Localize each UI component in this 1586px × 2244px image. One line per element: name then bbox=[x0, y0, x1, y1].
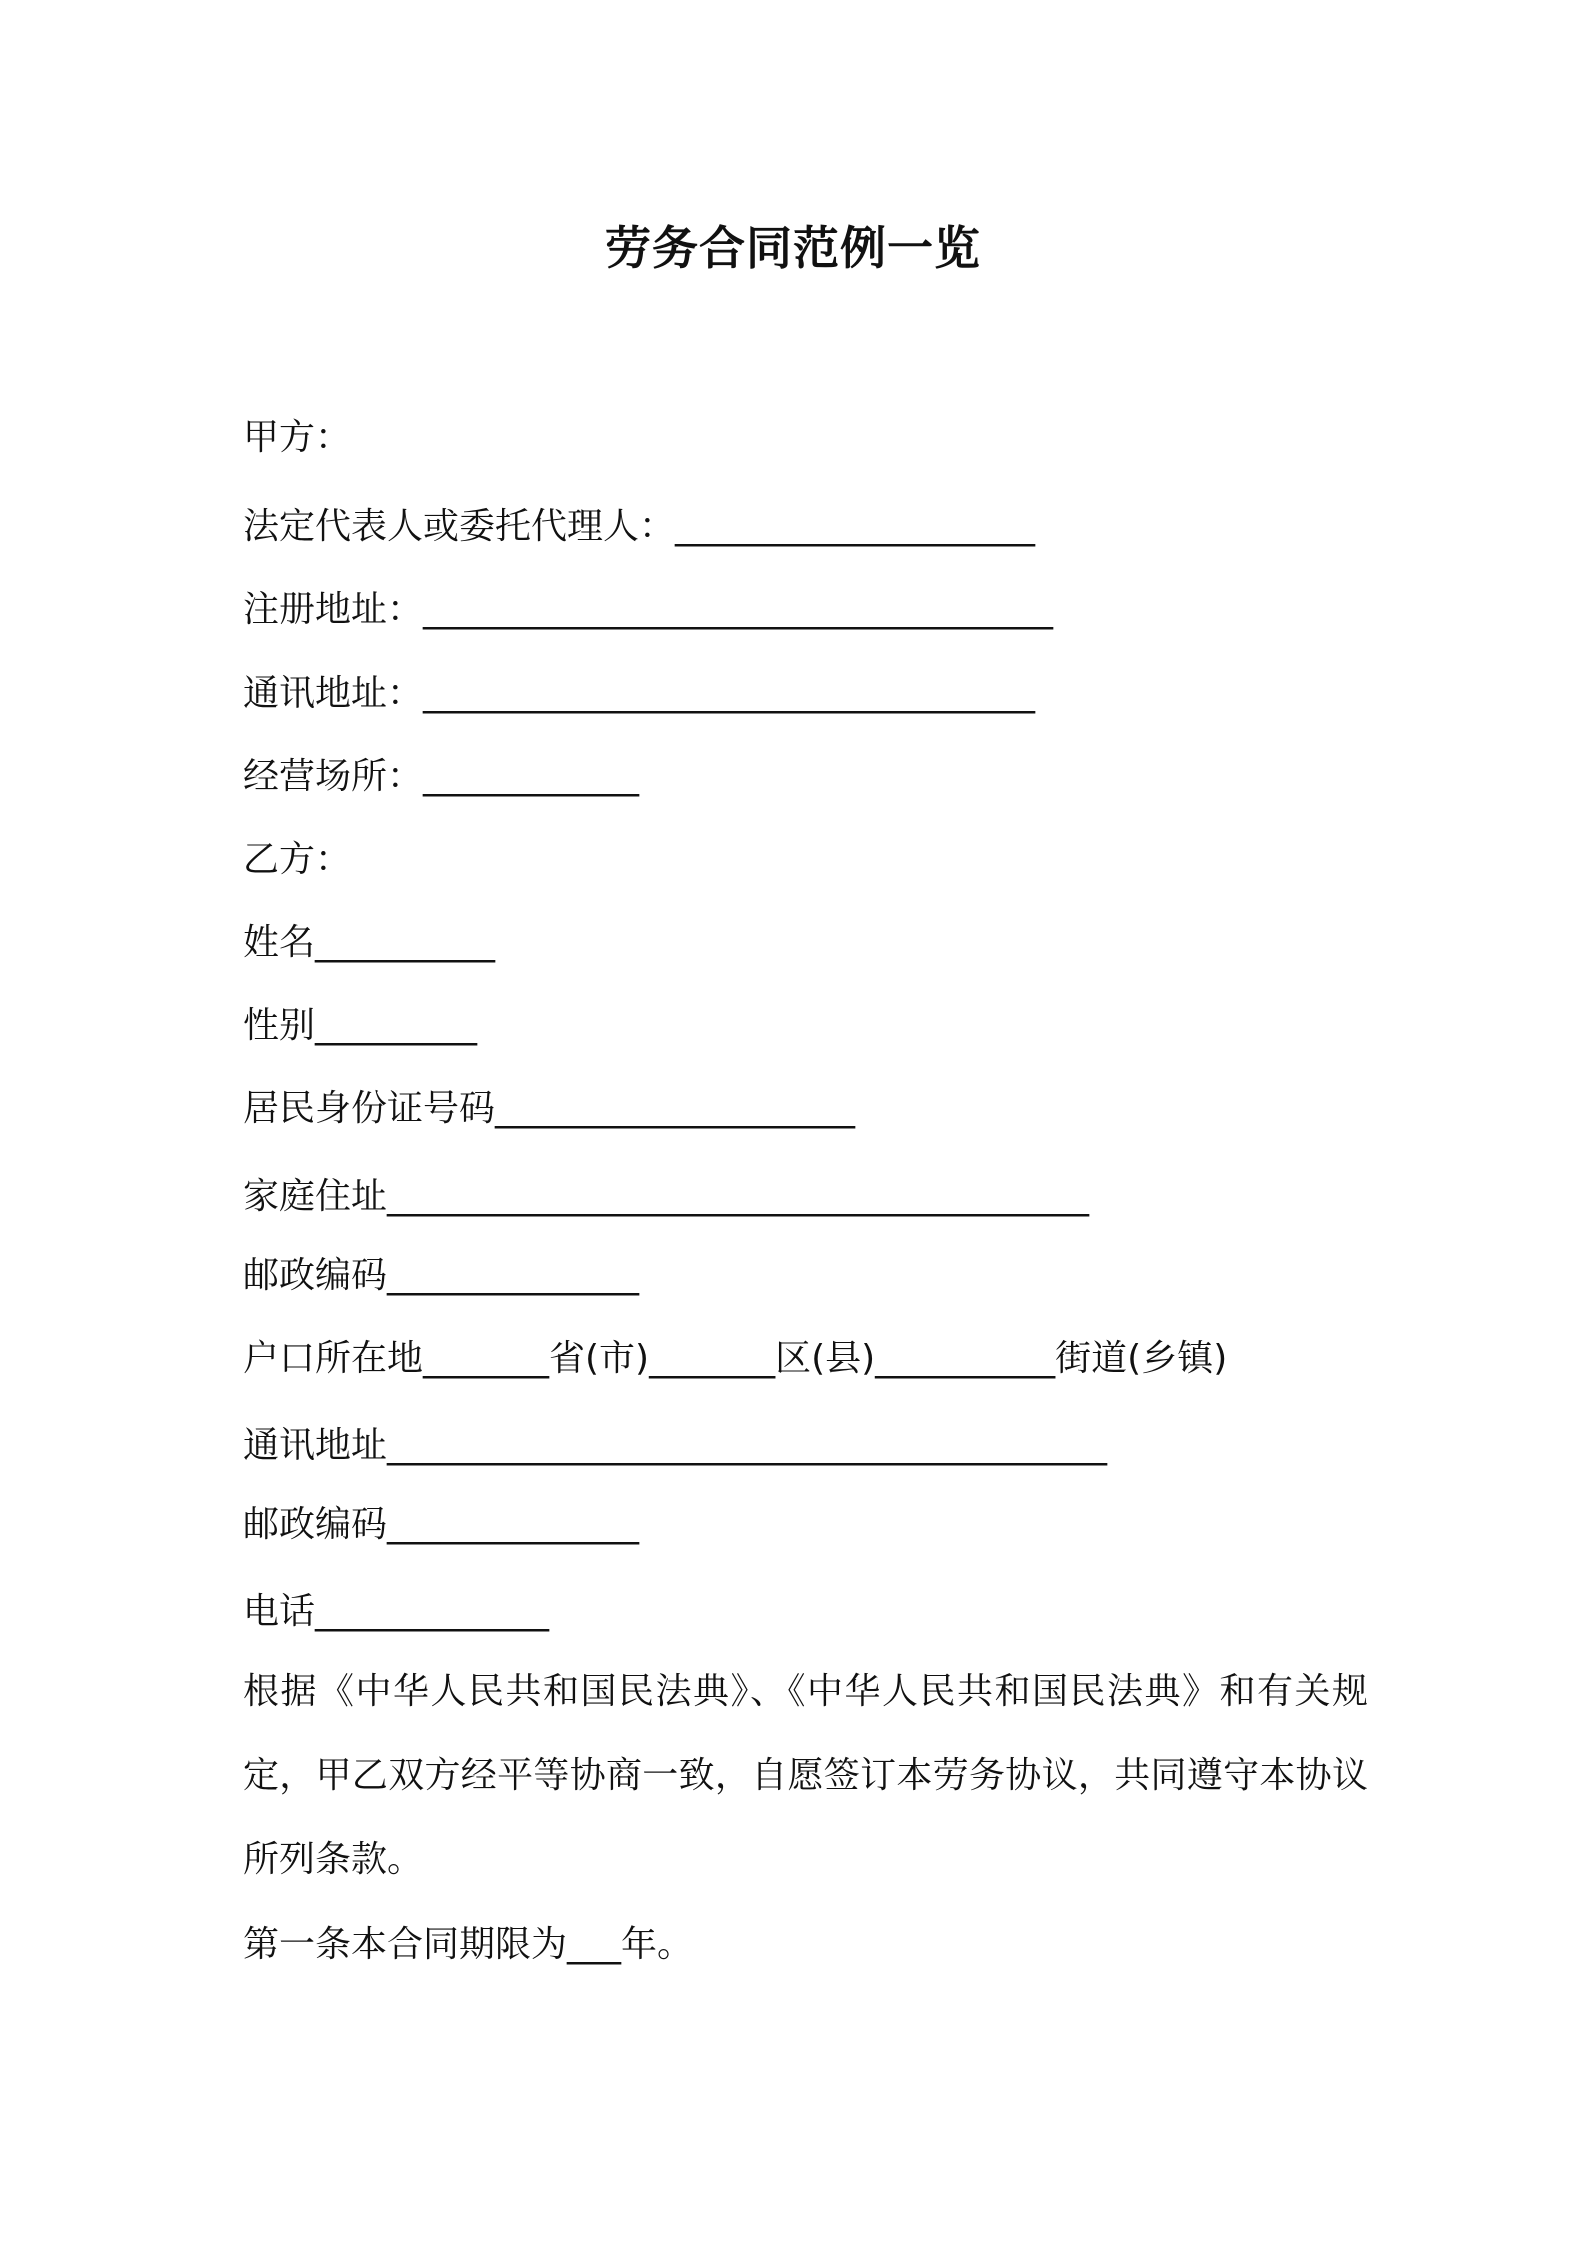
contract-basis-paragraph: 根据《中华人民共和国民法典》、《中华人民共和国民法典》和有关规定，甲乙双方经平等协商一致，自愿签订本劳务协议，共同遵守本协议所列条款。 bbox=[243, 1671, 1368, 1880]
party-a-registered-address-field: 注册地址：___________________________________ bbox=[243, 589, 1054, 630]
party-b-mailing-address-field: 通讯地址________________________________________ bbox=[243, 1425, 1108, 1466]
party-b-household-registration-field: 户口所在地_______省(市)_______区(县)__________街道(乡镇) bbox=[243, 1338, 1228, 1379]
party-b-home-address-field: 家庭住址_______________________________________ bbox=[243, 1176, 1090, 1217]
party-b-id-number-field: 居民身份证号码____________________ bbox=[243, 1088, 856, 1129]
party-a-representative-field: 法定代表人或委托代理人：____________________ bbox=[243, 506, 1036, 547]
party-b-postal-code-field-2: 邮政编码______________ bbox=[243, 1504, 640, 1545]
party-b-postal-code-field: 邮政编码______________ bbox=[243, 1255, 640, 1296]
party-b-name-field: 姓名__________ bbox=[243, 922, 496, 963]
party-a-label: 甲方： bbox=[243, 417, 352, 458]
party-a-mailing-address-field: 通讯地址：__________________________________ bbox=[243, 673, 1036, 714]
party-b-gender-field: 性别_________ bbox=[243, 1005, 478, 1046]
clause-1-term: 第一条本合同期限为___年。 bbox=[243, 1924, 694, 1965]
party-a-business-place-field: 经营场所：____________ bbox=[243, 756, 640, 797]
party-b-phone-field: 电话_____________ bbox=[243, 1591, 550, 1632]
document-title: 劳务合同范例一览 bbox=[605, 221, 981, 275]
party-b-label: 乙方： bbox=[243, 839, 352, 880]
